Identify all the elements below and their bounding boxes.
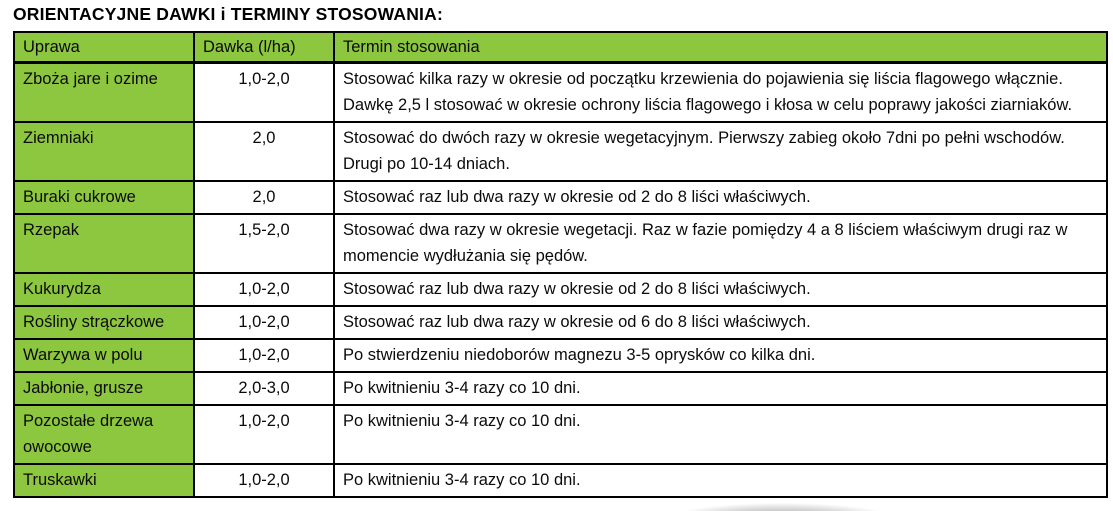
column-header-crop: Uprawa [14,32,194,63]
column-header-timing: Termin stosowania [334,32,1107,63]
dosage-table [13,31,1108,498]
timing-cell: Stosować raz lub dwa razy w okresie od 2 do 8 liści właściwych. [334,181,1107,214]
crop-cell: Kukurydza [14,273,194,306]
table-row [14,63,1107,123]
table-row [14,273,1107,306]
crop-cell: Rośliny strączkowe [14,306,194,339]
table-body [14,63,1107,498]
timing-cell: Po stwierdzeniu niedoborów magnezu 3-5 oprysków co kilka dni. [334,339,1107,372]
table-row [14,122,1107,181]
crop-cell: Rzepak [14,214,194,273]
table-row [14,339,1107,372]
header-row [14,32,1107,63]
dose-cell: 1,5-2,0 [194,214,334,273]
timing-cell: Stosować do dwóch razy w okresie wegetacyjnym. Pierwszy zabieg około 7dni po pełni wschodów. Drugi po 10-14 dniach. [334,122,1107,181]
dose-cell: 1,0-2,0 [194,306,334,339]
timing-cell: Stosować kilka razy w okresie od początku krzewienia do pojawienia się liścia flagowego włącznie. Dawkę 2,5 l stosować w okresie ochrony liścia flagowego i kłosa w celu poprawy jakości ziarniaków. [334,63,1107,123]
table-row [14,181,1107,214]
dose-cell: 1,0-2,0 [194,339,334,372]
column-header-dose: Dawka (l/ha) [194,32,334,63]
timing-cell: Stosować dwa razy w okresie wegetacji. Raz w fazie pomiędzy 4 a 8 liściem właściwym drugi raz w momencie wydłużania się pędów. [334,214,1107,273]
timing-cell: Po kwitnieniu 3-4 razy co 10 dni. [334,464,1107,497]
crop-cell: Truskawki [14,464,194,497]
dose-cell: 1,0-2,0 [194,464,334,497]
timing-cell: Po kwitnieniu 3-4 razy co 10 dni. [334,405,1107,464]
timing-cell: Po kwitnieniu 3-4 razy co 10 dni. [334,372,1107,405]
table-row [14,372,1107,405]
cropped-graphic-shadow [663,503,901,511]
table-row [14,405,1107,464]
crop-cell: Pozostałe drzewa owocowe [14,405,194,464]
page-title: ORIENTACYJNE DAWKI i TERMINY STOSOWANIA: [13,4,443,24]
table-row [14,306,1107,339]
table-row [14,464,1107,497]
dose-cell: 2,0 [194,181,334,214]
crop-cell: Warzywa w polu [14,339,194,372]
dose-cell: 1,0-2,0 [194,273,334,306]
timing-cell: Stosować raz lub dwa razy w okresie od 2 do 8 liści właściwych. [334,273,1107,306]
crop-cell: Ziemniaki [14,122,194,181]
dose-cell: 2,0-3,0 [194,372,334,405]
crop-cell: Zboża jare i ozime [14,63,194,123]
dose-cell: 1,0-2,0 [194,405,334,464]
timing-cell: Stosować raz lub dwa razy w okresie od 6 do 8 liści właściwych. [334,306,1107,339]
dose-cell: 2,0 [194,122,334,181]
table-row [14,214,1107,273]
table-header [14,32,1107,63]
dose-cell: 1,0-2,0 [194,63,334,123]
crop-cell: Jabłonie, grusze [14,372,194,405]
crop-cell: Buraki cukrowe [14,181,194,214]
